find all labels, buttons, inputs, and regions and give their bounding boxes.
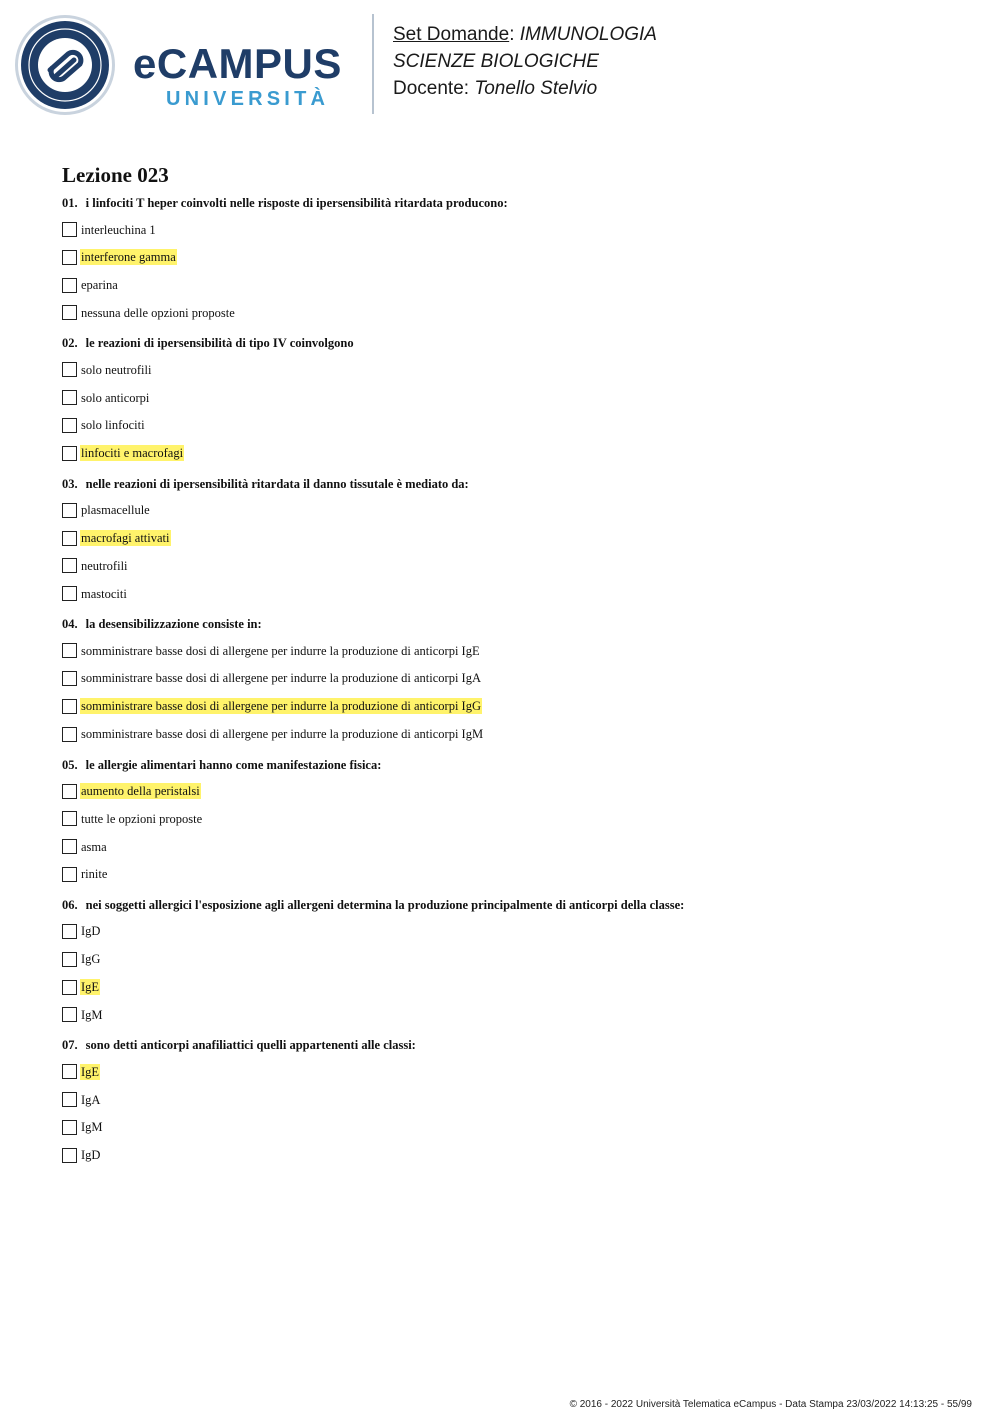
answer-option[interactable] [62, 669, 962, 688]
answer-option[interactable] [62, 1005, 962, 1024]
answer-checkbox[interactable] [62, 671, 77, 686]
teacher-label: Docente: [393, 78, 475, 99]
answer-text: solo linfociti [81, 418, 145, 433]
question-04 [62, 616, 962, 743]
teacher-name: Tonello Stelvio [474, 78, 598, 99]
ecampus-wordmark [133, 40, 355, 112]
question-prompt: sono detti anticorpi anafiliattici quelli appartenenti alle classi: [85, 1038, 416, 1053]
answer-text-highlighted: macrofagi attivati [81, 531, 170, 546]
answer-text: tutte le opzioni proposte [81, 811, 203, 826]
answer-checkbox[interactable] [62, 867, 77, 882]
question-number: 02. [62, 336, 78, 351]
answer-checkbox[interactable] [62, 643, 77, 658]
answer-text: somministrare basse dosi di allergene per indurre la produzione di anticorpi IgM [81, 727, 484, 742]
question-text [62, 897, 962, 913]
question-number: 05. [62, 757, 78, 772]
answer-option[interactable] [62, 782, 962, 801]
question-text [62, 476, 962, 492]
page-header [0, 0, 1000, 130]
subject-name: IMMUNOLOGIA [519, 24, 657, 45]
answer-option[interactable] [62, 529, 962, 548]
question-prompt: nei soggetti allergici l'esposizione agli allergeni determina la produzione principalmente di anticorpi della classe: [85, 897, 685, 912]
question-text [62, 195, 962, 211]
question-list [62, 195, 962, 1165]
answer-checkbox[interactable] [62, 586, 77, 601]
answer-option[interactable] [62, 641, 962, 660]
answer-option[interactable] [62, 248, 962, 267]
answer-checkbox[interactable] [62, 980, 77, 995]
answer-checkbox[interactable] [62, 784, 77, 799]
answer-text: IgM [81, 1007, 103, 1022]
answer-checkbox[interactable] [62, 503, 77, 518]
answer-text-highlighted: somministrare basse dosi di allergene per indurre la produzione di anticorpi IgG [81, 699, 481, 714]
answer-text: somministrare basse dosi di allergene per indurre la produzione di anticorpi IgE [81, 643, 480, 658]
answer-checkbox[interactable] [62, 222, 77, 237]
answer-checkbox[interactable] [62, 250, 77, 265]
question-prompt: i linfociti T heper coinvolti nelle risposte di ipersensibilità ritardata producono: [85, 196, 508, 210]
answer-option[interactable] [62, 725, 962, 744]
set-label: Set Domande [393, 24, 510, 45]
logo-sub-text: UNIVERSITÀ [166, 88, 330, 110]
answer-text: IgD [81, 1148, 101, 1163]
set-line [393, 21, 657, 48]
answer-option[interactable] [62, 809, 962, 828]
answer-text: eparina [81, 278, 118, 293]
answer-option[interactable] [62, 978, 962, 997]
question-07 [62, 1037, 962, 1164]
answer-option[interactable] [62, 220, 962, 239]
question-02 [62, 335, 962, 462]
answer-text: IgD [81, 924, 101, 939]
question-01 [62, 195, 962, 322]
answer-text: solo neutrofili [81, 362, 152, 377]
answer-text: mastociti [81, 586, 127, 601]
answer-text: interleuchina 1 [81, 222, 156, 237]
answer-option[interactable] [62, 950, 962, 969]
question-number: 01. [62, 196, 78, 210]
answer-option[interactable] [62, 1062, 962, 1081]
answer-option[interactable] [62, 584, 962, 603]
page-footer: © 2016 - 2022 Università Telematica eCampus - Data Stampa 23/03/2022 14:13:25 - 55/99 [569, 1399, 972, 1410]
lesson-title: Lezione 023 [62, 163, 169, 187]
answer-option[interactable] [62, 922, 962, 941]
answer-text-highlighted: interferone gamma [81, 250, 176, 265]
answer-checkbox[interactable] [62, 362, 77, 377]
question-prompt: le allergie alimentari hanno come manifestazione fisica: [85, 757, 382, 772]
answer-text: somministrare basse dosi di allergene per indurre la produzione di anticorpi IgA [81, 671, 481, 686]
answer-checkbox[interactable] [62, 1007, 77, 1022]
set-separator: : [509, 24, 520, 45]
question-03 [62, 476, 962, 603]
answer-checkbox[interactable] [62, 1064, 77, 1079]
question-number: 07. [62, 1038, 78, 1053]
answer-text: IgG [81, 952, 101, 967]
question-prompt: nelle reazioni di ipersensibilità ritardata il danno tissutale è mediato da: [85, 476, 469, 491]
answer-checkbox[interactable] [62, 811, 77, 826]
answer-checkbox[interactable] [62, 1120, 77, 1135]
header-divider [372, 14, 374, 114]
degree-line [393, 48, 657, 75]
answer-text: plasmacellule [81, 503, 150, 518]
answer-checkbox[interactable] [62, 1148, 77, 1163]
question-06 [62, 897, 962, 1024]
answer-text: nessuna delle opzioni proposte [81, 305, 235, 320]
question-text [62, 335, 962, 351]
answer-text: rinite [81, 867, 108, 882]
question-text [62, 757, 962, 773]
answer-checkbox[interactable] [62, 924, 77, 939]
question-number: 06. [62, 897, 78, 912]
question-prompt: le reazioni di ipersensibilità di tipo IV coinvolgono [85, 336, 354, 351]
answer-text: neutrofili [81, 558, 128, 573]
answer-text: IgM [81, 1120, 103, 1135]
answer-checkbox[interactable] [62, 418, 77, 433]
teacher-line [393, 75, 657, 102]
answer-option[interactable] [62, 303, 962, 322]
answer-text: asma [81, 839, 107, 854]
answer-text: IgA [81, 1092, 101, 1107]
answer-option[interactable] [62, 276, 962, 295]
answer-checkbox[interactable] [62, 727, 77, 742]
set-info [393, 21, 657, 102]
answer-text-highlighted: aumento della peristalsi [81, 784, 200, 799]
answer-checkbox[interactable] [62, 278, 77, 293]
answer-checkbox[interactable] [62, 1092, 77, 1107]
answer-option[interactable] [62, 360, 962, 379]
answer-text-highlighted: IgE [81, 1064, 100, 1079]
answer-option[interactable] [62, 444, 962, 463]
logo-brand-text: eCAMPUS [133, 40, 342, 87]
answer-option[interactable] [62, 837, 962, 856]
question-text [62, 616, 962, 632]
answer-text-highlighted: IgE [81, 980, 100, 995]
answer-text: solo anticorpi [81, 390, 150, 405]
question-set [62, 160, 962, 1178]
answer-option[interactable] [62, 556, 962, 575]
answer-option[interactable] [62, 1118, 962, 1137]
question-prompt: la desensibilizzazione consiste in: [85, 617, 262, 632]
answer-checkbox[interactable] [62, 446, 77, 461]
question-number: 04. [62, 617, 78, 632]
answer-option[interactable] [62, 501, 962, 520]
answer-option[interactable] [62, 388, 962, 407]
answer-checkbox[interactable] [62, 305, 77, 320]
question-number: 03. [62, 476, 78, 491]
answer-checkbox[interactable] [62, 699, 77, 714]
answer-option[interactable] [62, 1090, 962, 1109]
question-text [62, 1037, 962, 1053]
answer-text-highlighted: linfociti e macrofagi [81, 446, 184, 461]
answer-checkbox[interactable] [62, 558, 77, 573]
answer-checkbox[interactable] [62, 952, 77, 967]
answer-option[interactable] [62, 1146, 962, 1165]
answer-checkbox[interactable] [62, 531, 77, 546]
answer-option[interactable] [62, 416, 962, 435]
answer-option[interactable] [62, 865, 962, 884]
question-05 [62, 757, 962, 884]
ecampus-seal-logo [14, 14, 116, 116]
answer-option[interactable] [62, 697, 962, 716]
answer-checkbox[interactable] [62, 390, 77, 405]
degree-name: SCIENZE BIOLOGICHE [393, 51, 599, 72]
answer-checkbox[interactable] [62, 839, 77, 854]
